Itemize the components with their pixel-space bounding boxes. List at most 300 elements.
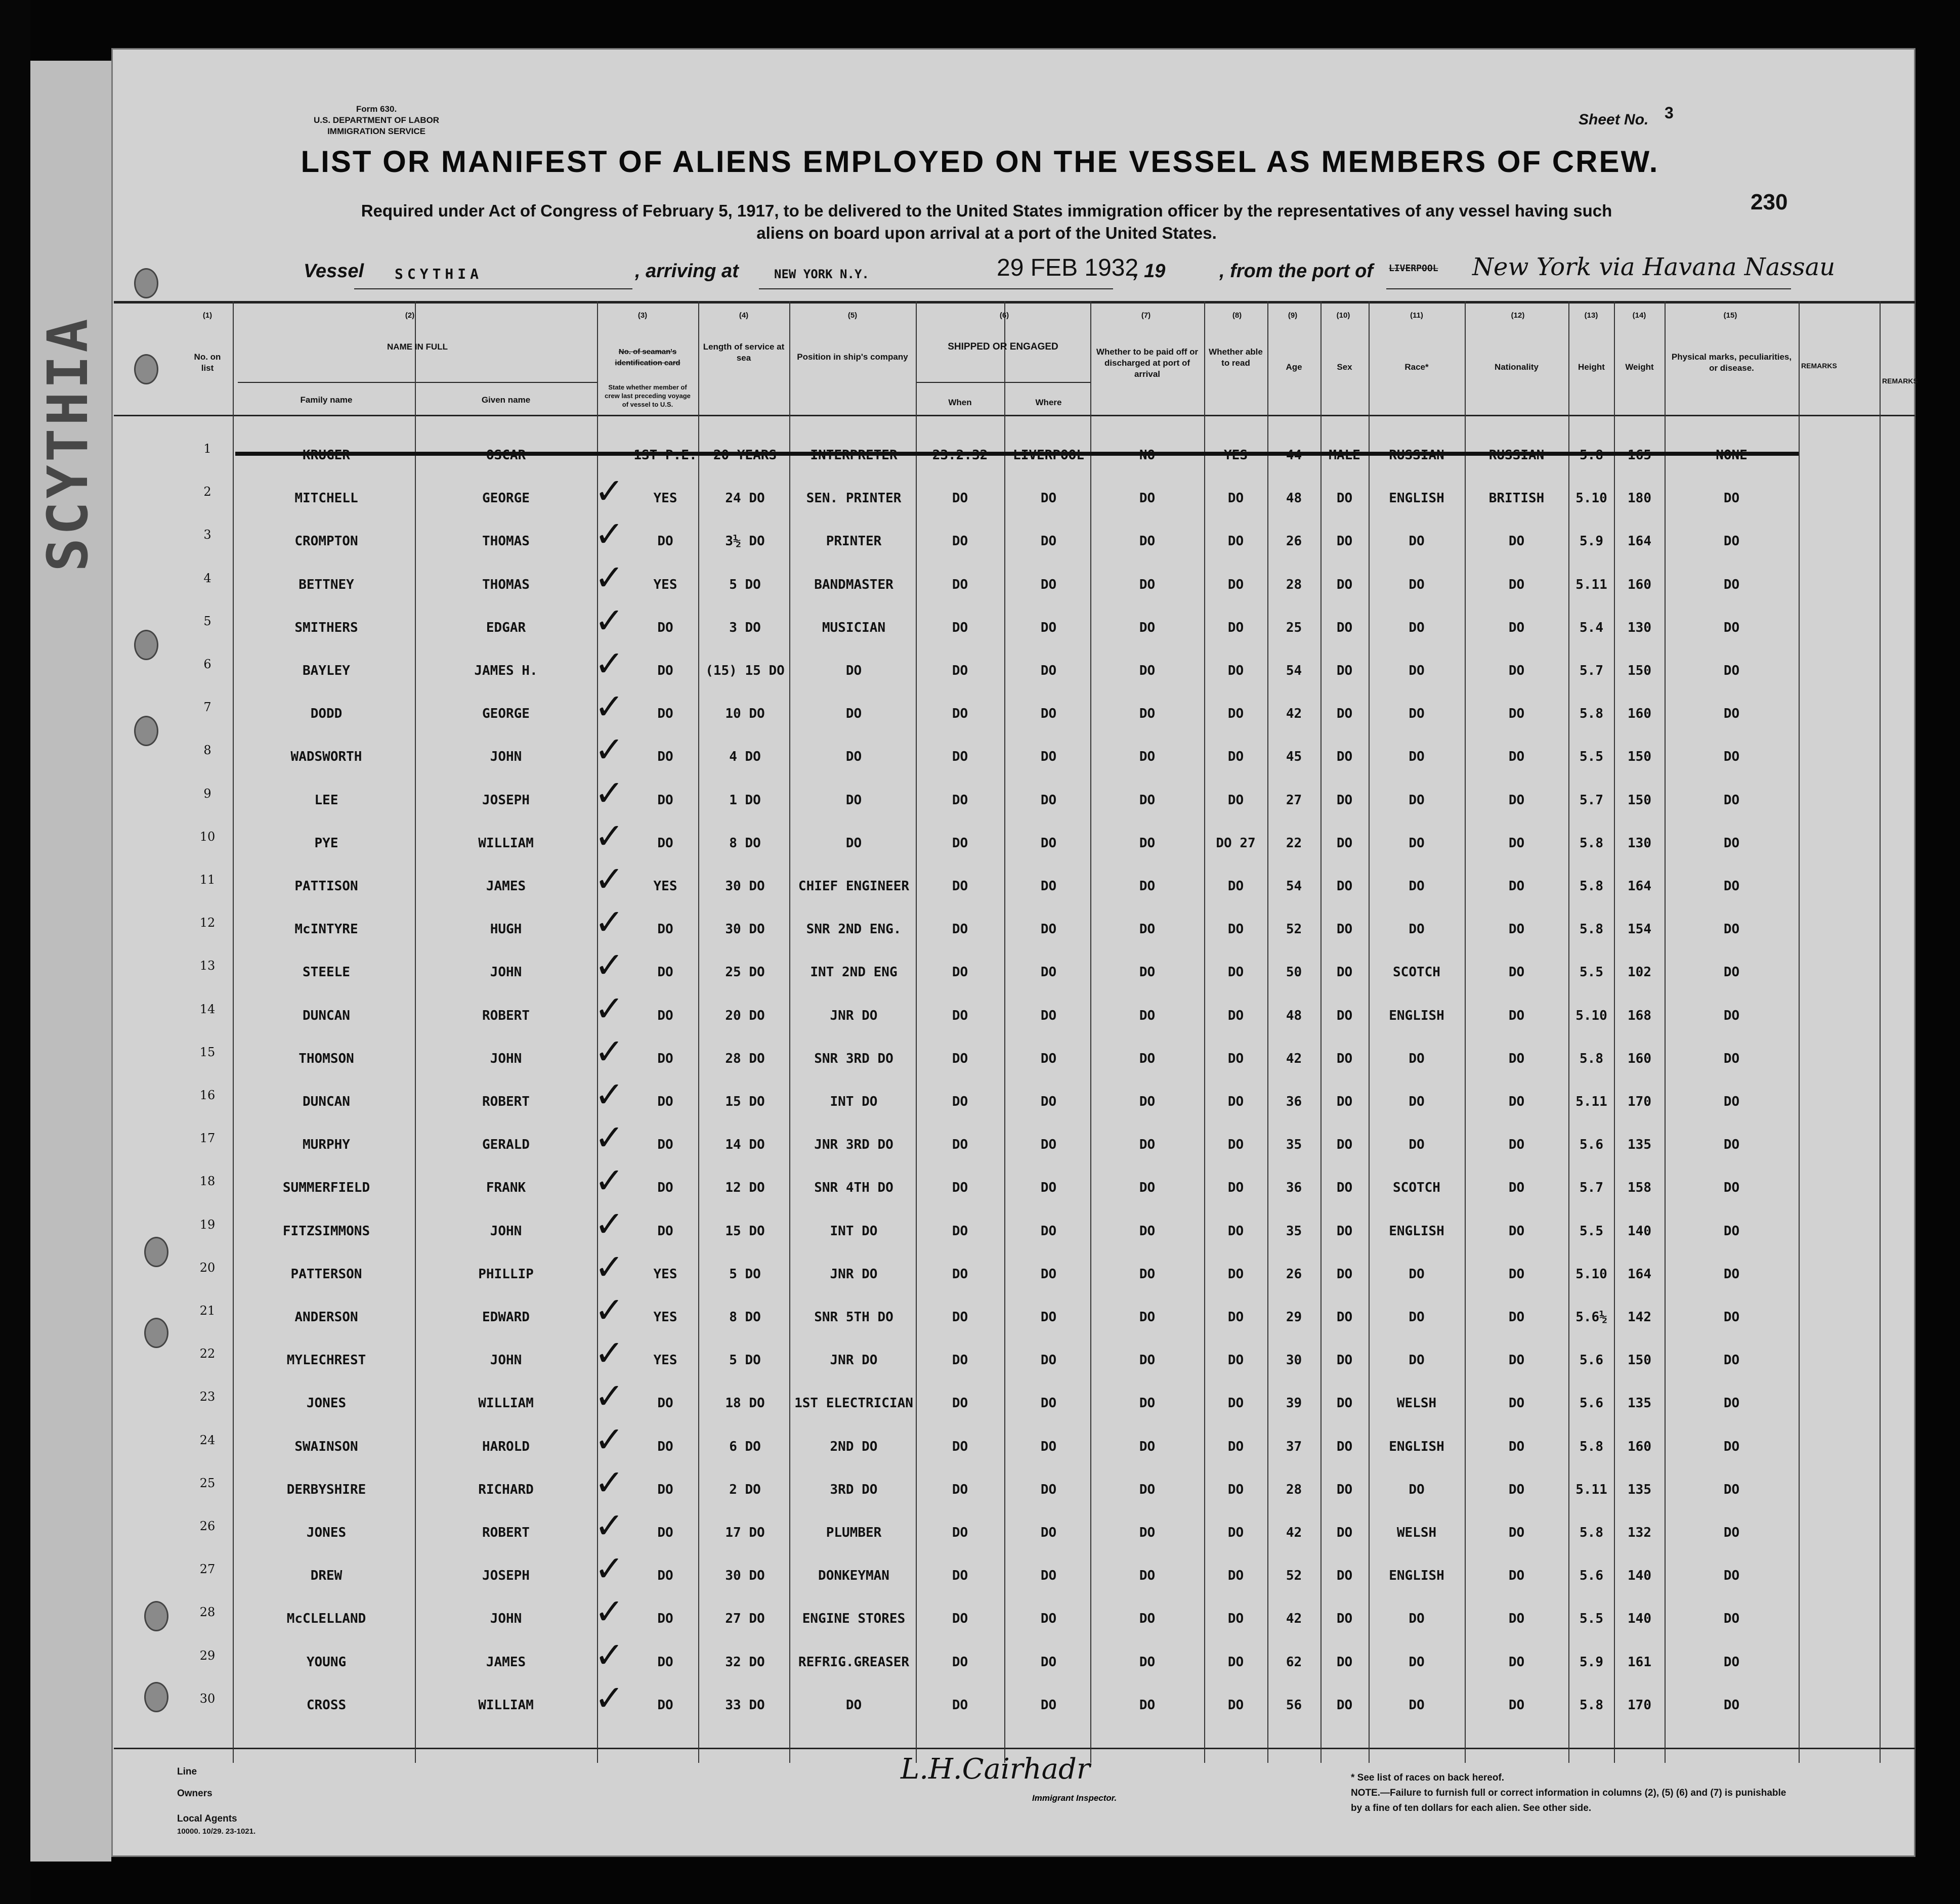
cell-age: 42: [1286, 1051, 1302, 1066]
cell-height: 5.8: [1580, 1051, 1603, 1066]
cell-family-name: BETTNEY: [299, 577, 354, 592]
cell-where: DO: [1040, 1266, 1057, 1282]
name-subrule: [238, 382, 597, 383]
sheet-number: 3: [1665, 104, 1674, 122]
cell-sex: DO: [1336, 1094, 1353, 1109]
cell-position: DO: [845, 792, 862, 808]
table-top-rule: [114, 301, 1915, 304]
cell-age: 29: [1286, 1310, 1302, 1325]
cell-physical-marks: DO: [1723, 1266, 1740, 1282]
cell-prev-voyage: DO: [657, 534, 673, 549]
cell-family-name: DODD: [310, 706, 343, 722]
row-number: 8: [203, 743, 211, 758]
check-mark-icon: ✓: [594, 1591, 624, 1633]
cell-weight: 164: [1628, 1266, 1651, 1282]
header-position: Position in ship's company: [797, 352, 908, 362]
cell-race: WELSH: [1396, 1525, 1437, 1540]
cell-position: DO: [845, 1697, 862, 1713]
cell-given-name: JAMES: [486, 1654, 526, 1670]
cell-family-name: MYLECHREST: [286, 1353, 366, 1368]
cell-family-name: PATTISON: [294, 879, 358, 894]
cell-when: DO: [952, 1439, 968, 1454]
cell-height: 5.8: [1580, 1439, 1603, 1454]
footer-note: [1351, 1770, 1796, 1816]
cell-family-name: McCLELLAND: [286, 1611, 366, 1627]
cell-when: DO: [952, 1396, 968, 1411]
col-rule: [1614, 301, 1615, 1763]
cell-physical-marks: DO: [1723, 965, 1740, 980]
cell-age: 27: [1286, 792, 1302, 808]
cell-position: CHIEF ENGINEER: [798, 879, 910, 894]
row-number: 9: [203, 786, 211, 801]
cell-nationality: DO: [1508, 1137, 1525, 1153]
cell-able-read: DO: [1227, 620, 1244, 635]
cell-given-name: HAROLD: [482, 1439, 530, 1454]
cell-able-read: DO: [1227, 706, 1244, 722]
subtitle-line-1: Required under Act of Congress of February 5, 1917, to be delivered to the United States immigration officer by the representatives of any vessel having such: [361, 201, 1612, 220]
cell-age: 35: [1286, 1137, 1302, 1153]
col-rule: [1880, 301, 1881, 1763]
cell-length-service: 8 DO: [729, 835, 761, 851]
cell-height: 5.9: [1580, 1654, 1603, 1670]
cell-where: DO: [1040, 1008, 1057, 1023]
cell-race: DO: [1409, 1353, 1425, 1368]
cell-length-service: 20 DO: [725, 1008, 765, 1023]
cell-family-name: DUNCAN: [303, 1094, 350, 1109]
cell-family-name: WADSWORTH: [290, 749, 362, 765]
check-mark-icon: ✓: [594, 772, 624, 814]
cell-where: DO: [1040, 965, 1057, 980]
cell-weight: 160: [1628, 1439, 1651, 1454]
cell-height: 5.8: [1580, 1697, 1603, 1713]
cell-paid-off: DO: [1139, 1094, 1156, 1109]
cell-family-name: JONES: [306, 1396, 347, 1411]
form-header: [314, 104, 439, 137]
cell-race: ENGLISH: [1389, 1008, 1444, 1023]
col-rule: [698, 301, 699, 1763]
check-mark-icon: ✓: [594, 1461, 624, 1503]
cell-physical-marks: DO: [1723, 1439, 1740, 1454]
cell-length-service: 24 DO: [725, 491, 765, 506]
col-rule: [1369, 301, 1370, 1763]
cell-prev-voyage: YES: [653, 577, 677, 592]
cell-prev-voyage: DO: [657, 1697, 673, 1713]
cell-prev-voyage: YES: [653, 1310, 677, 1325]
cell-length-service: 5 DO: [729, 1353, 761, 1368]
check-mark-icon: ✓: [594, 1634, 624, 1676]
cell-age: 50: [1286, 965, 1302, 980]
cell-nationality: DO: [1508, 1525, 1525, 1540]
cell-paid-off: DO: [1139, 1223, 1156, 1239]
cell-when: DO: [952, 1266, 968, 1282]
cell-when: DO: [952, 792, 968, 808]
cell-prev-voyage: DO: [657, 922, 673, 937]
check-mark-icon: ✓: [594, 1289, 624, 1331]
cell-where: DO: [1040, 1094, 1057, 1109]
cell-age: 28: [1286, 577, 1302, 592]
header-race: Race*: [1404, 362, 1429, 372]
col-rule: [1568, 301, 1569, 1763]
cell-age: 36: [1286, 1094, 1302, 1109]
cell-paid-off: DO: [1139, 1611, 1156, 1627]
cell-paid-off: DO: [1139, 491, 1156, 506]
col-number-14: (14): [1632, 311, 1646, 320]
cell-length-service: 15 DO: [725, 1223, 765, 1239]
cell-paid-off: DO: [1139, 835, 1156, 851]
inspector-label: Immigrant Inspector.: [1032, 1793, 1117, 1803]
cell-nationality: DO: [1508, 1611, 1525, 1627]
cell-race: DO: [1409, 1611, 1425, 1627]
row-number: 7: [203, 700, 211, 715]
cell-height: 5.8: [1580, 879, 1603, 894]
col-rule: [1267, 301, 1268, 1763]
cell-race: SCOTCH: [1393, 1180, 1440, 1196]
cell-prev-voyage: DO: [657, 1482, 673, 1497]
cell-height: 5.5: [1580, 1223, 1603, 1239]
cell-race: DO: [1409, 922, 1425, 937]
row-number: 16: [199, 1088, 216, 1102]
cell-paid-off: DO: [1139, 792, 1156, 808]
cell-family-name: McINTYRE: [294, 922, 358, 937]
cell-weight: 154: [1628, 922, 1651, 937]
cell-weight: 150: [1628, 1353, 1651, 1368]
cell-length-service: 10 DO: [725, 706, 765, 722]
cell-sex: DO: [1336, 965, 1353, 980]
cell-paid-off: DO: [1139, 1654, 1156, 1670]
cell-nationality: DO: [1508, 1051, 1525, 1066]
cell-family-name: DUNCAN: [303, 1008, 350, 1023]
cell-age: 25: [1286, 620, 1302, 635]
check-mark-icon: ✓: [594, 901, 624, 943]
cell-given-name: JOHN: [490, 749, 522, 765]
cell-race: DO: [1409, 534, 1425, 549]
cell-length-service: 12 DO: [725, 1180, 765, 1196]
cell-weight: 135: [1628, 1482, 1651, 1497]
cell-sex: DO: [1336, 1137, 1353, 1153]
side-stamp: SCYTHIA: [35, 316, 100, 572]
cell-prev-voyage: DO: [657, 835, 673, 851]
cell-weight: 150: [1628, 663, 1651, 678]
col-rule: [1665, 301, 1666, 1763]
underline: [1386, 288, 1791, 289]
cell-when: DO: [952, 534, 968, 549]
row-number: 28: [199, 1605, 216, 1620]
col-number-15: (15): [1723, 311, 1737, 320]
cell-height: 5.10: [1575, 1008, 1607, 1023]
cell-weight: 170: [1628, 1697, 1651, 1713]
cell-weight: 160: [1628, 577, 1651, 592]
cell-paid-off: DO: [1139, 706, 1156, 722]
shipped-subrule: [916, 382, 1090, 383]
cell-family-name: DREW: [310, 1568, 343, 1584]
check-mark-icon: ✓: [594, 1117, 624, 1159]
cell-length-service: 3 DO: [729, 620, 761, 635]
cell-position: DO: [845, 663, 862, 678]
cell-height: 5.11: [1575, 577, 1607, 592]
col-rule: [1465, 301, 1466, 1763]
cell-paid-off: DO: [1139, 922, 1156, 937]
cell-sex: DO: [1336, 1310, 1353, 1325]
cell-length-service: 8 DO: [729, 1310, 761, 1325]
cell-family-name: YOUNG: [306, 1654, 347, 1670]
cell-paid-off: DO: [1139, 663, 1156, 678]
manifest-title: LIST OR MANIFEST OF ALIENS EMPLOYED ON THE VESSEL AS MEMBERS OF CREW.: [301, 145, 1659, 179]
cell-height: 5.7: [1580, 1180, 1603, 1196]
cell-height: 5.8: [1580, 922, 1603, 937]
cell-able-read: DO: [1227, 1611, 1244, 1627]
row-number: 21: [199, 1304, 216, 1318]
cell-age: 45: [1286, 749, 1302, 765]
cell-where: DO: [1040, 663, 1057, 678]
check-mark-icon: ✓: [594, 1203, 624, 1245]
cell-race: DO: [1409, 663, 1425, 678]
cell-given-name: GEORGE: [482, 706, 530, 722]
cell-where: DO: [1040, 1697, 1057, 1713]
cell-physical-marks: DO: [1723, 1353, 1740, 1368]
cell-sex: DO: [1336, 1008, 1353, 1023]
cell-nationality: DO: [1508, 534, 1525, 549]
header-when: When: [948, 398, 972, 407]
cell-nationality: DO: [1508, 663, 1525, 678]
cell-physical-marks: DO: [1723, 620, 1740, 635]
cell-position: JNR DO: [830, 1266, 878, 1282]
cell-physical-marks: DO: [1723, 534, 1740, 549]
cell-paid-off: DO: [1139, 1180, 1156, 1196]
cell-when: DO: [952, 1094, 968, 1109]
cell-where: DO: [1040, 577, 1057, 592]
row-number: 2: [203, 485, 211, 499]
cell-when: DO: [952, 1353, 968, 1368]
cell-prev-voyage: YES: [653, 491, 677, 506]
cell-where: DO: [1040, 1611, 1057, 1627]
cell-race: DO: [1409, 1051, 1425, 1066]
cell-given-name: JOSEPH: [482, 1568, 530, 1584]
cell-able-read: DO: [1227, 1439, 1244, 1454]
header-name-in-full: NAME IN FULL: [387, 342, 448, 352]
cell-when: DO: [952, 1525, 968, 1540]
header-nationality: Nationality: [1495, 362, 1539, 372]
cell-prev-voyage: DO: [657, 1568, 673, 1584]
header-age: Age: [1286, 362, 1302, 372]
page-number: 230: [1751, 190, 1788, 214]
cell-when: DO: [952, 1008, 968, 1023]
cell-nationality: DO: [1508, 749, 1525, 765]
row-number: 12: [199, 916, 216, 930]
cell-weight: 130: [1628, 620, 1651, 635]
col-number-10: (10): [1336, 311, 1350, 320]
check-mark-icon: ✓: [594, 1160, 624, 1202]
cell-weight: 150: [1628, 749, 1651, 765]
cell-sex: DO: [1336, 1611, 1353, 1627]
check-mark-icon: ✓: [594, 729, 624, 771]
cell-position: SNR 5TH DO: [814, 1310, 893, 1325]
cell-position: PLUMBER: [826, 1525, 882, 1540]
cell-weight: 164: [1628, 879, 1651, 894]
note-penalty: NOTE.—Failure to furnish full or correct information in columns (2), (5) (6) and (7) is punishable by a fine of ten dollars for each alien. See other side.: [1351, 1788, 1786, 1813]
header-height: Height: [1578, 362, 1605, 372]
cell-position: REFRIG.GREASER: [798, 1654, 910, 1670]
manifest-table: [114, 301, 1918, 1763]
cell-age: 54: [1286, 879, 1302, 894]
cell-position: 1ST ELECTRICIAN: [794, 1396, 913, 1411]
cell-physical-marks: DO: [1723, 1137, 1740, 1153]
cell-age: 56: [1286, 1697, 1302, 1713]
cell-able-read: DO: [1227, 749, 1244, 765]
cell-nationality: DO: [1508, 1180, 1525, 1196]
cell-weight: 158: [1628, 1180, 1651, 1196]
cell-paid-off: DO: [1139, 1310, 1156, 1325]
check-mark-icon: ✓: [594, 1548, 624, 1590]
cell-prev-voyage: DO: [657, 1137, 673, 1153]
cell-family-name: PATTERSON: [290, 1266, 362, 1282]
cell-prev-voyage: DO: [657, 1094, 673, 1109]
cell-position: ENGINE STORES: [802, 1611, 906, 1627]
cell-able-read: DO: [1227, 1525, 1244, 1540]
cell-where: DO: [1040, 1180, 1057, 1196]
cell-when: DO: [952, 577, 968, 592]
cell-able-read: DO: [1227, 879, 1244, 894]
cell-weight: 130: [1628, 835, 1651, 851]
cell-given-name: WILLIAM: [478, 1396, 534, 1411]
cell-given-name: JOHN: [490, 1223, 522, 1239]
row-number: 17: [199, 1131, 216, 1146]
cell-physical-marks: DO: [1723, 879, 1740, 894]
header-remarks: REMARKS: [1801, 362, 1837, 370]
cell-able-read: DO: [1227, 1137, 1244, 1153]
cell-position: INT DO: [830, 1094, 878, 1109]
cell-position: JNR DO: [830, 1353, 878, 1368]
cell-position: JNR DO: [830, 1008, 878, 1023]
row-number: 19: [199, 1217, 216, 1232]
cell-given-name: GERALD: [482, 1137, 530, 1153]
cell-prev-voyage: DO: [657, 1223, 673, 1239]
check-mark-icon: ✓: [594, 1332, 624, 1374]
cell-race: ENGLISH: [1389, 1568, 1444, 1584]
cell-weight: 140: [1628, 1611, 1651, 1627]
cell-physical-marks: DO: [1723, 1051, 1740, 1066]
row-number: 29: [199, 1648, 216, 1663]
cell-race: DO: [1409, 1094, 1425, 1109]
cell-height: 5.10: [1575, 1266, 1607, 1282]
cell-given-name: ROBERT: [482, 1525, 530, 1540]
cell-prev-voyage: DO: [657, 1525, 673, 1540]
col-number-3: (3): [637, 311, 648, 320]
cell-height: 5.9: [1580, 534, 1603, 549]
cell-sex: DO: [1336, 1568, 1353, 1584]
header-weight: Weight: [1625, 362, 1654, 372]
cell-family-name: MITCHELL: [294, 491, 358, 506]
cell-when: DO: [952, 965, 968, 980]
cell-prev-voyage: YES: [653, 1266, 677, 1282]
cell-given-name: ROBERT: [482, 1094, 530, 1109]
cell-age: 52: [1286, 1568, 1302, 1584]
col-number-6: (6): [999, 311, 1009, 320]
row-number: 1: [203, 442, 211, 456]
cell-when: DO: [952, 1568, 968, 1584]
cell-where: DO: [1040, 620, 1057, 635]
col-number-7: (7): [1141, 311, 1151, 320]
cell-family-name: THOMSON: [299, 1051, 354, 1066]
cell-when: DO: [952, 491, 968, 506]
cell-sex: DO: [1336, 1353, 1353, 1368]
cell-physical-marks: DO: [1723, 1396, 1740, 1411]
cell-prev-voyage: DO: [657, 1008, 673, 1023]
cell-where: DO: [1040, 534, 1057, 549]
cell-given-name: JAMES H.: [474, 663, 538, 678]
cell-nationality: DO: [1508, 706, 1525, 722]
cell-height: 5.11: [1575, 1482, 1607, 1497]
cell-when: DO: [952, 663, 968, 678]
check-mark-icon: ✓: [594, 1074, 624, 1115]
cell-where: DO: [1040, 1353, 1057, 1368]
row-number: 4: [203, 571, 211, 585]
cell-physical-marks: DO: [1723, 1525, 1740, 1540]
cell-where: DO: [1040, 1051, 1057, 1066]
note-races: * See list of races on back hereof.: [1351, 1772, 1505, 1783]
cell-race: DO: [1409, 1266, 1425, 1282]
row-number: 20: [199, 1260, 216, 1275]
cell-age: 36: [1286, 1180, 1302, 1196]
cell-length-service: 2 DO: [729, 1482, 761, 1497]
cell-paid-off: DO: [1139, 577, 1156, 592]
cell-prev-voyage: YES: [653, 1353, 677, 1368]
cell-length-service: 3½ DO: [725, 534, 765, 549]
cell-when: DO: [952, 1051, 968, 1066]
cell-nationality: DO: [1508, 1482, 1525, 1497]
cell-length-service: 25 DO: [725, 965, 765, 980]
cell-sex: DO: [1336, 1051, 1353, 1066]
cell-when: DO: [952, 1223, 968, 1239]
cell-physical-marks: DO: [1723, 1094, 1740, 1109]
cell-able-read: DO: [1227, 1654, 1244, 1670]
check-mark-icon: ✓: [594, 470, 624, 512]
cell-nationality: DO: [1508, 922, 1525, 937]
cell-given-name: GEORGE: [482, 491, 530, 506]
col-rule: [1320, 301, 1322, 1763]
cell-prev-voyage: DO: [657, 663, 673, 678]
header-shipped: SHIPPED OR ENGAGED: [948, 341, 1058, 352]
cell-where: DO: [1040, 1310, 1057, 1325]
cell-paid-off: DO: [1139, 1568, 1156, 1584]
cell-given-name: JAMES: [486, 879, 526, 894]
cell-given-name: EDWARD: [482, 1310, 530, 1325]
cell-prev-voyage: DO: [657, 1611, 673, 1627]
row-number: 5: [203, 614, 211, 628]
underline: [759, 288, 1113, 289]
manifest-subtitle: [283, 200, 1690, 244]
cell-nationality: DO: [1508, 1310, 1525, 1325]
cell-able-read: DO: [1227, 1094, 1244, 1109]
table-bottom-rule: [114, 1748, 1915, 1749]
cell-length-service: 17 DO: [725, 1525, 765, 1540]
cell-sex: DO: [1336, 922, 1353, 937]
cell-nationality: DO: [1508, 1223, 1525, 1239]
cell-prev-voyage: DO: [657, 1654, 673, 1670]
cell-nationality: DO: [1508, 577, 1525, 592]
col-number-8: (8): [1232, 311, 1242, 320]
col-rule: [415, 301, 416, 1763]
cell-sex: DO: [1336, 1482, 1353, 1497]
cell-nationality: DO: [1508, 1568, 1525, 1584]
cell-prev-voyage: DO: [657, 749, 673, 765]
cell-race: DO: [1409, 835, 1425, 851]
row-number: 23: [199, 1390, 216, 1404]
check-mark-icon: ✓: [594, 815, 624, 857]
cell-nationality: DO: [1508, 835, 1525, 851]
cell-given-name: JOHN: [490, 1611, 522, 1627]
cell-position: INT 2ND ENG: [810, 965, 898, 980]
check-mark-icon: ✓: [594, 1505, 624, 1546]
